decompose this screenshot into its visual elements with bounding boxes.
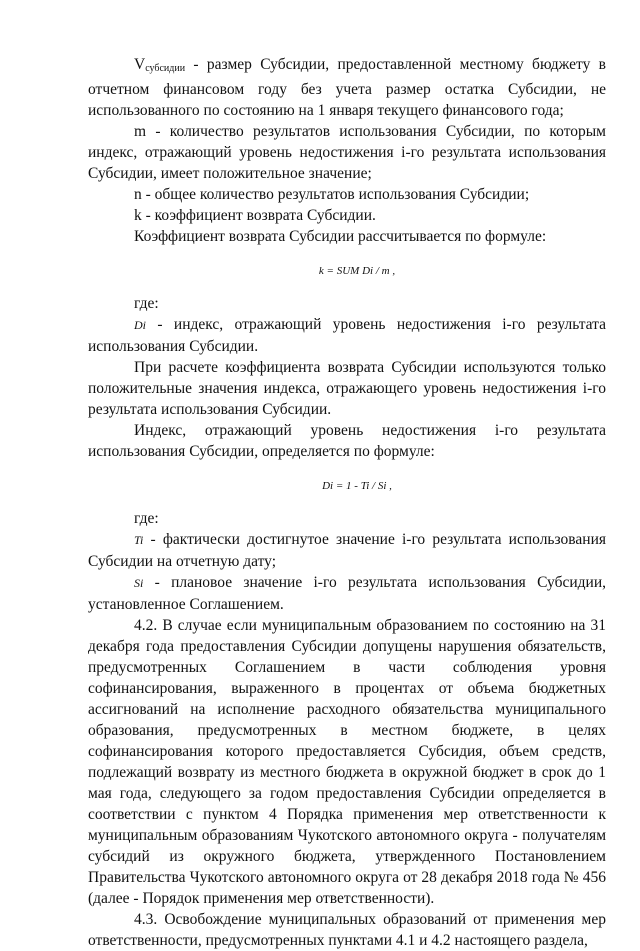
where-label-2: где: bbox=[134, 510, 159, 527]
si-symbol: Si bbox=[134, 576, 144, 590]
paragraph-4-2: 4.2. В случае если муниципальным образованием по состоянию на 31 декабря года предоставления Субсидии допущены нарушения обязательств, предусмотренных Соглашением в части соблюдения уровня софинансирования, выраженного в процентах от объема бюджетных ассигнований на исполнение расходного обязательства муниципального образования, предусмотренных в местном бюджете, в целях софинансирования которого предоставляется Субсидия, объем средств, подлежащий возврату из местного бюджета в окружной бюджет в срок до 1 мая года, следующего за годом предоставления Субсидии определяется в соответствии с пунктом 4 Порядка применения мер ответственности к муниципальным образованиям Чукотского автономного округа - получателям субсидий из окружного бюджета, утвержденного Постановлением Правительства Чукотского автономного округа от 28 декабря 2018 года № 456 (далее - Порядок применения мер ответственности). bbox=[88, 617, 606, 907]
document-body bbox=[88, 54, 606, 951]
formula-k: k = SUM Di / m , bbox=[318, 265, 396, 277]
v-definition-text: - размер Субсидии, предоставленной местному бюджету в отчетном финансовом году без учета размер остатка Субсидии, не использованного по состоянию на 1 января текущего финансового года; bbox=[88, 56, 606, 119]
di-definition-text: - индекс, отражающий уровень недостижения i-го результата использования Субсидии. bbox=[88, 316, 606, 355]
paragraph-ti-definition bbox=[88, 529, 606, 572]
paragraph-n-definition: n - общее количество результатов использования Субсидии; bbox=[134, 186, 530, 203]
di-symbol: Di bbox=[134, 318, 146, 332]
paragraph-positive-values: При расчете коэффициента возврата Субсидии используются только положительные значения индекса, отражающего уровень недостижения i-го результата использования Субсидии. bbox=[88, 359, 606, 418]
paragraph-formula-intro: Коэффициент возврата Субсидии рассчитывается по формуле: bbox=[134, 228, 547, 245]
ti-symbol: Ti bbox=[134, 533, 144, 547]
paragraph-si-definition bbox=[88, 572, 606, 615]
paragraph-di-definition bbox=[88, 314, 606, 357]
v-symbol: V bbox=[134, 56, 146, 73]
paragraph-4-3: 4.3. Освобождение муниципальных образований от применения мер ответственности, предусмотренных пунктами 4.1 и 4.2 настоящего раздела, bbox=[88, 911, 606, 949]
formula-di: Di = 1 - Ti / Si , bbox=[322, 480, 392, 492]
where-label-1: где: bbox=[134, 295, 159, 312]
si-definition-text: - плановое значение i-го результата использования Субсидии, установленное Соглашением. bbox=[88, 574, 606, 613]
paragraph-v-definition bbox=[88, 54, 606, 121]
paragraph-k-definition: k - коэффициент возврата Субсидии. bbox=[134, 207, 376, 224]
paragraph-index-intro: Индекс, отражающий уровень недостижения i-го результата использования Субсидии, определяется по формуле: bbox=[88, 422, 606, 460]
v-subscript: субсидии bbox=[145, 63, 186, 74]
ti-definition-text: - фактически достигнутое значение i-го результата использования Субсидии на отчетную дату; bbox=[88, 531, 606, 570]
paragraph-m-definition: m - количество результатов использования Субсидии, по которым индекс, отражающий уровень недостижения i-го результата использования Субсидии, имеет положительное значение; bbox=[88, 123, 606, 182]
